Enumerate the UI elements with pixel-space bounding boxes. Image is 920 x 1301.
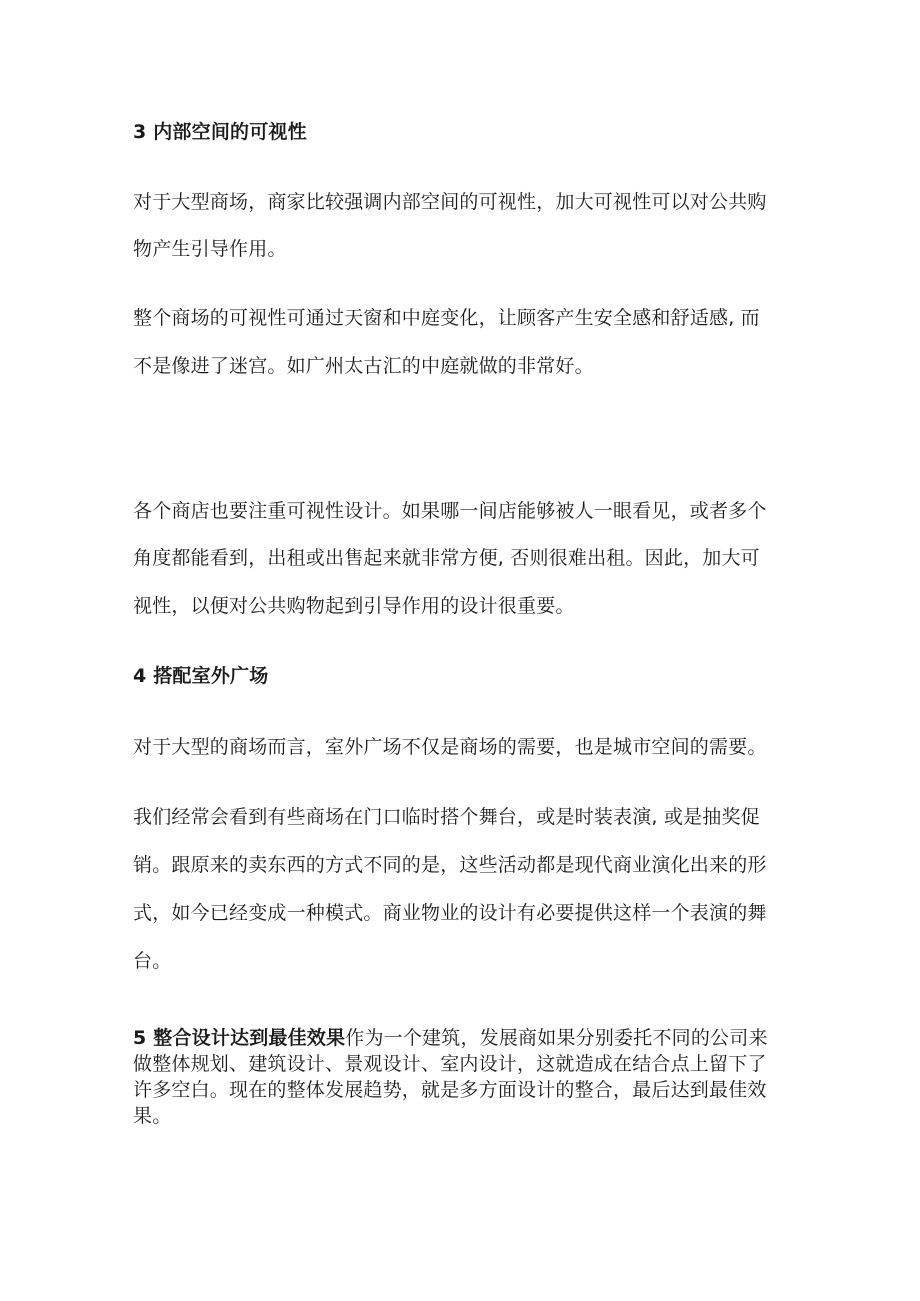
paragraph-line: 物产生引导作用。 (133, 238, 287, 260)
section-heading-4: 4 搭配室外广场 (133, 665, 269, 687)
paragraph-line: 销。跟原来的卖东西的方式不同的是，这些活动都是现代商业演化出来的形 (133, 854, 767, 876)
paragraph-line: 许多空白。现在的整体发展趋势，就是多方面设计的整合，最后达到最佳效 (133, 1079, 767, 1101)
paragraph-line: 台。 (133, 950, 172, 972)
paragraph-line: 对于大型的商场而言，室外广场不仅是商场的需要，也是城市空间的需要。 (133, 736, 767, 758)
section-heading-5: 5 整合设计达到最佳效果 (133, 1027, 346, 1049)
paragraph-line: 果。 (133, 1105, 172, 1127)
inline-text: 作为一个建筑，发展商如果分别委托不同的公司来 (345, 1027, 768, 1049)
paragraph-line: 角度都能看到，出租或出售起来就非常方便, 否则很难出租。因此，加大可 (133, 547, 760, 569)
paragraph-line: 对于大型商场，商家比较强调内部空间的可视性，加大可视性可以对公共购 (133, 191, 767, 213)
paragraph-line: 式，如今已经变成一种模式。商业物业的设计有必要提供这样一个表演的舞 (133, 902, 767, 924)
paragraph-line: 各个商店也要注重可视性设计。如果哪一间店能够被人一眼看见，或者多个 (133, 500, 767, 522)
paragraph-line: 视性，以便对公共购物起到引导作用的设计很重要。 (133, 595, 575, 617)
paragraph-line: 我们经常会看到有些商场在门口临时搭个舞台，或是时装表演, 或是抽奖促 (133, 806, 760, 828)
paragraph-line: 不是像进了迷宫。如广州太古汇的中庭就做的非常好。 (133, 355, 594, 377)
paragraph-line: 做整体规划、建筑设计、景观设计、室内设计，这就造成在结合点上留下了 (133, 1053, 767, 1075)
paragraph-line: 整个商场的可视性可通过天窗和中庭变化，让顾客产生安全感和舒适感, 而 (133, 307, 760, 329)
paragraph-line (133, 1026, 768, 1050)
section-heading-3: 3 内部空间的可视性 (133, 121, 307, 143)
